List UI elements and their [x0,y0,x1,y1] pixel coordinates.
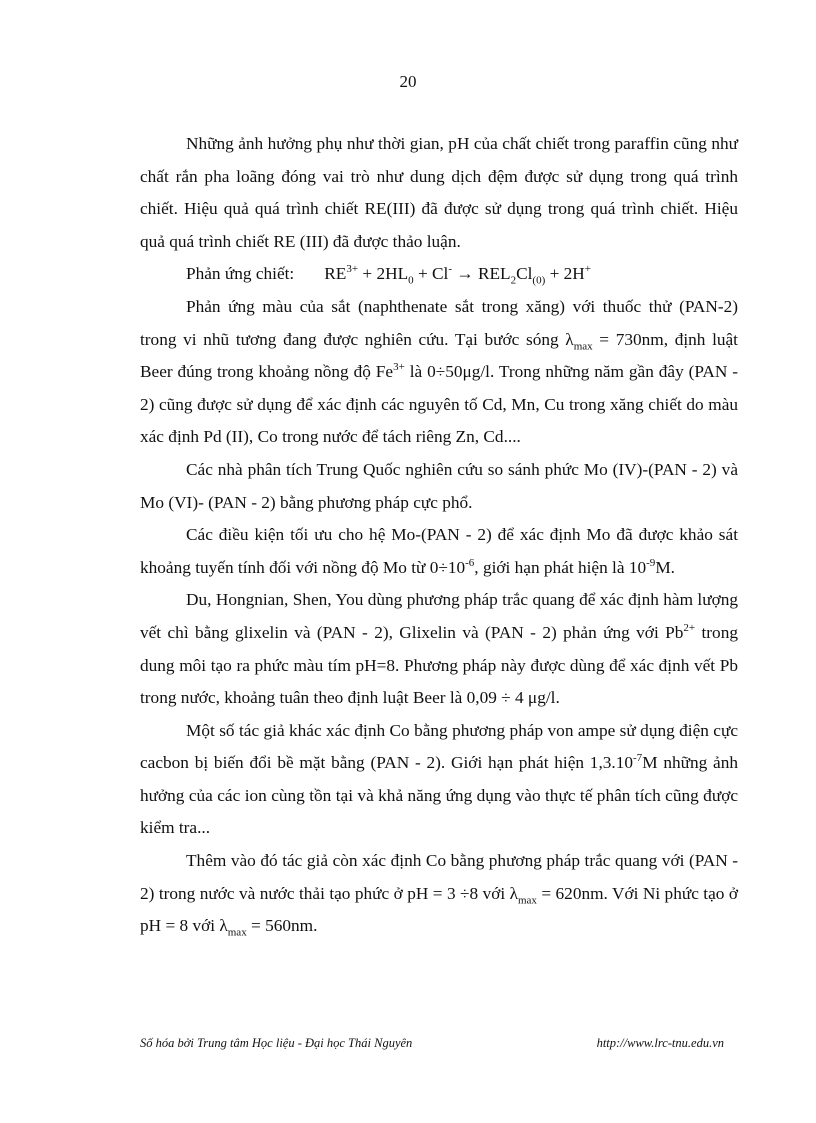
page-number: 20 [399,72,417,91]
footer-source: Số hóa bởi Trung tâm Học liệu - Đại học Thái Nguyên [140,1036,413,1050]
paragraph-iron-reaction: Phản ứng màu của sắt (naphthenate sắt trong xăng) với thuốc thử (PAN-2) trong vi nhũ tương đang được nghiên cứu. Tại bước sóng $\lambda_{max} = 730nm$, định luật Beer đúng trong khoảng nồng độ $Fe^{3+}$ là 0÷50μg/l. Trong những năm gần đây (PAN - 2) cũng được sử dụng để xác định các nguyên tố Cd, Mn, Cu trong xăng chiết do màu xác định Pd (II), Co trong nước để tách riêng Zn, Cd.... [140,296,738,447]
paragraph-side-effects: Những ảnh hưởng phụ như thời gian, pH của chất chiết trong paraffin cũng như chất rắn pha loãng đóng vai trò như dung dịch đệm được sử dụng trong quá trình chiết. Hiệu quả quá trình chiết RE(III) đã được sử dụng trong quá trình chiết. Hiệu quả quá trình chiết RE (III) đã được thảo luận. [140,134,738,251]
reaction-equation: Phản ứng chiết: $RE^{3+} + 2HL_0 + Cl^- \to REL_2Cl_{(0)} + 2H^+$ [186,263,591,287]
paragraph-mo-conditions: Các điều kiện tối ưu cho hệ Mo-(PAN - 2) để xác định Mo đã được khảo sát khoảng tuyến tính đối với nồng độ Mo từ $0\div 10^{-6}$, giới hạn phát hiện là $10^{-9}M$. [140,525,738,577]
paragraph-lead-determination: Du, Hongnian, Shen, You dùng phương pháp trắc quang để xác định hàm lượng vết chì bằng glixelin và (PAN - 2), Glixelin và (PAN - 2) phản ứng với $Pb^{2+}$ trong dung môi tạo ra phức màu tím pH=8. Phương pháp này được dùng để xác định vết Pb trong nước, khoảng tuân theo định luật Beer là 0,09 ÷ 4 μg/l. [140,590,738,708]
paragraph-chinese-analysts: Các nhà phân tích Trung Quốc nghiên cứu so sánh phức Mo (IV)-(PAN - 2) và Mo (VI)- (PAN - 2) bằng phương pháp cực phổ. [140,459,738,512]
reaction-label: Phản ứng chiết: [186,264,295,284]
body-text [140,128,738,943]
paragraph-cobalt-photometry: Thêm vào đó tác giả còn xác định Co bằng phương pháp trắc quang với (PAN - 2) trong nước và nước thải tạo phức ở pH = 3 ÷8 với $\lambda_{max} = 620nm$. Với Ni phức tạo ở pH = 8 với $\lambda_{max} = 560nm$. [140,851,738,939]
paragraph-cobalt-voltammetry: Một số tác giả khác xác định Co bằng phương pháp von ampe sử dụng điện cực cacbon bị biến đổi bề mặt bằng (PAN - 2). Giới hạn phát hiện $1,3.10^{-7}M$ những ảnh hưởng của các ion cùng tồn tại và khả năng ứng dụng vào thực tế phân tích cũng được kiểm tra... [140,720,738,838]
footer-url[interactable]: http://www.lrc-tnu.edu.vn [596,1036,724,1050]
